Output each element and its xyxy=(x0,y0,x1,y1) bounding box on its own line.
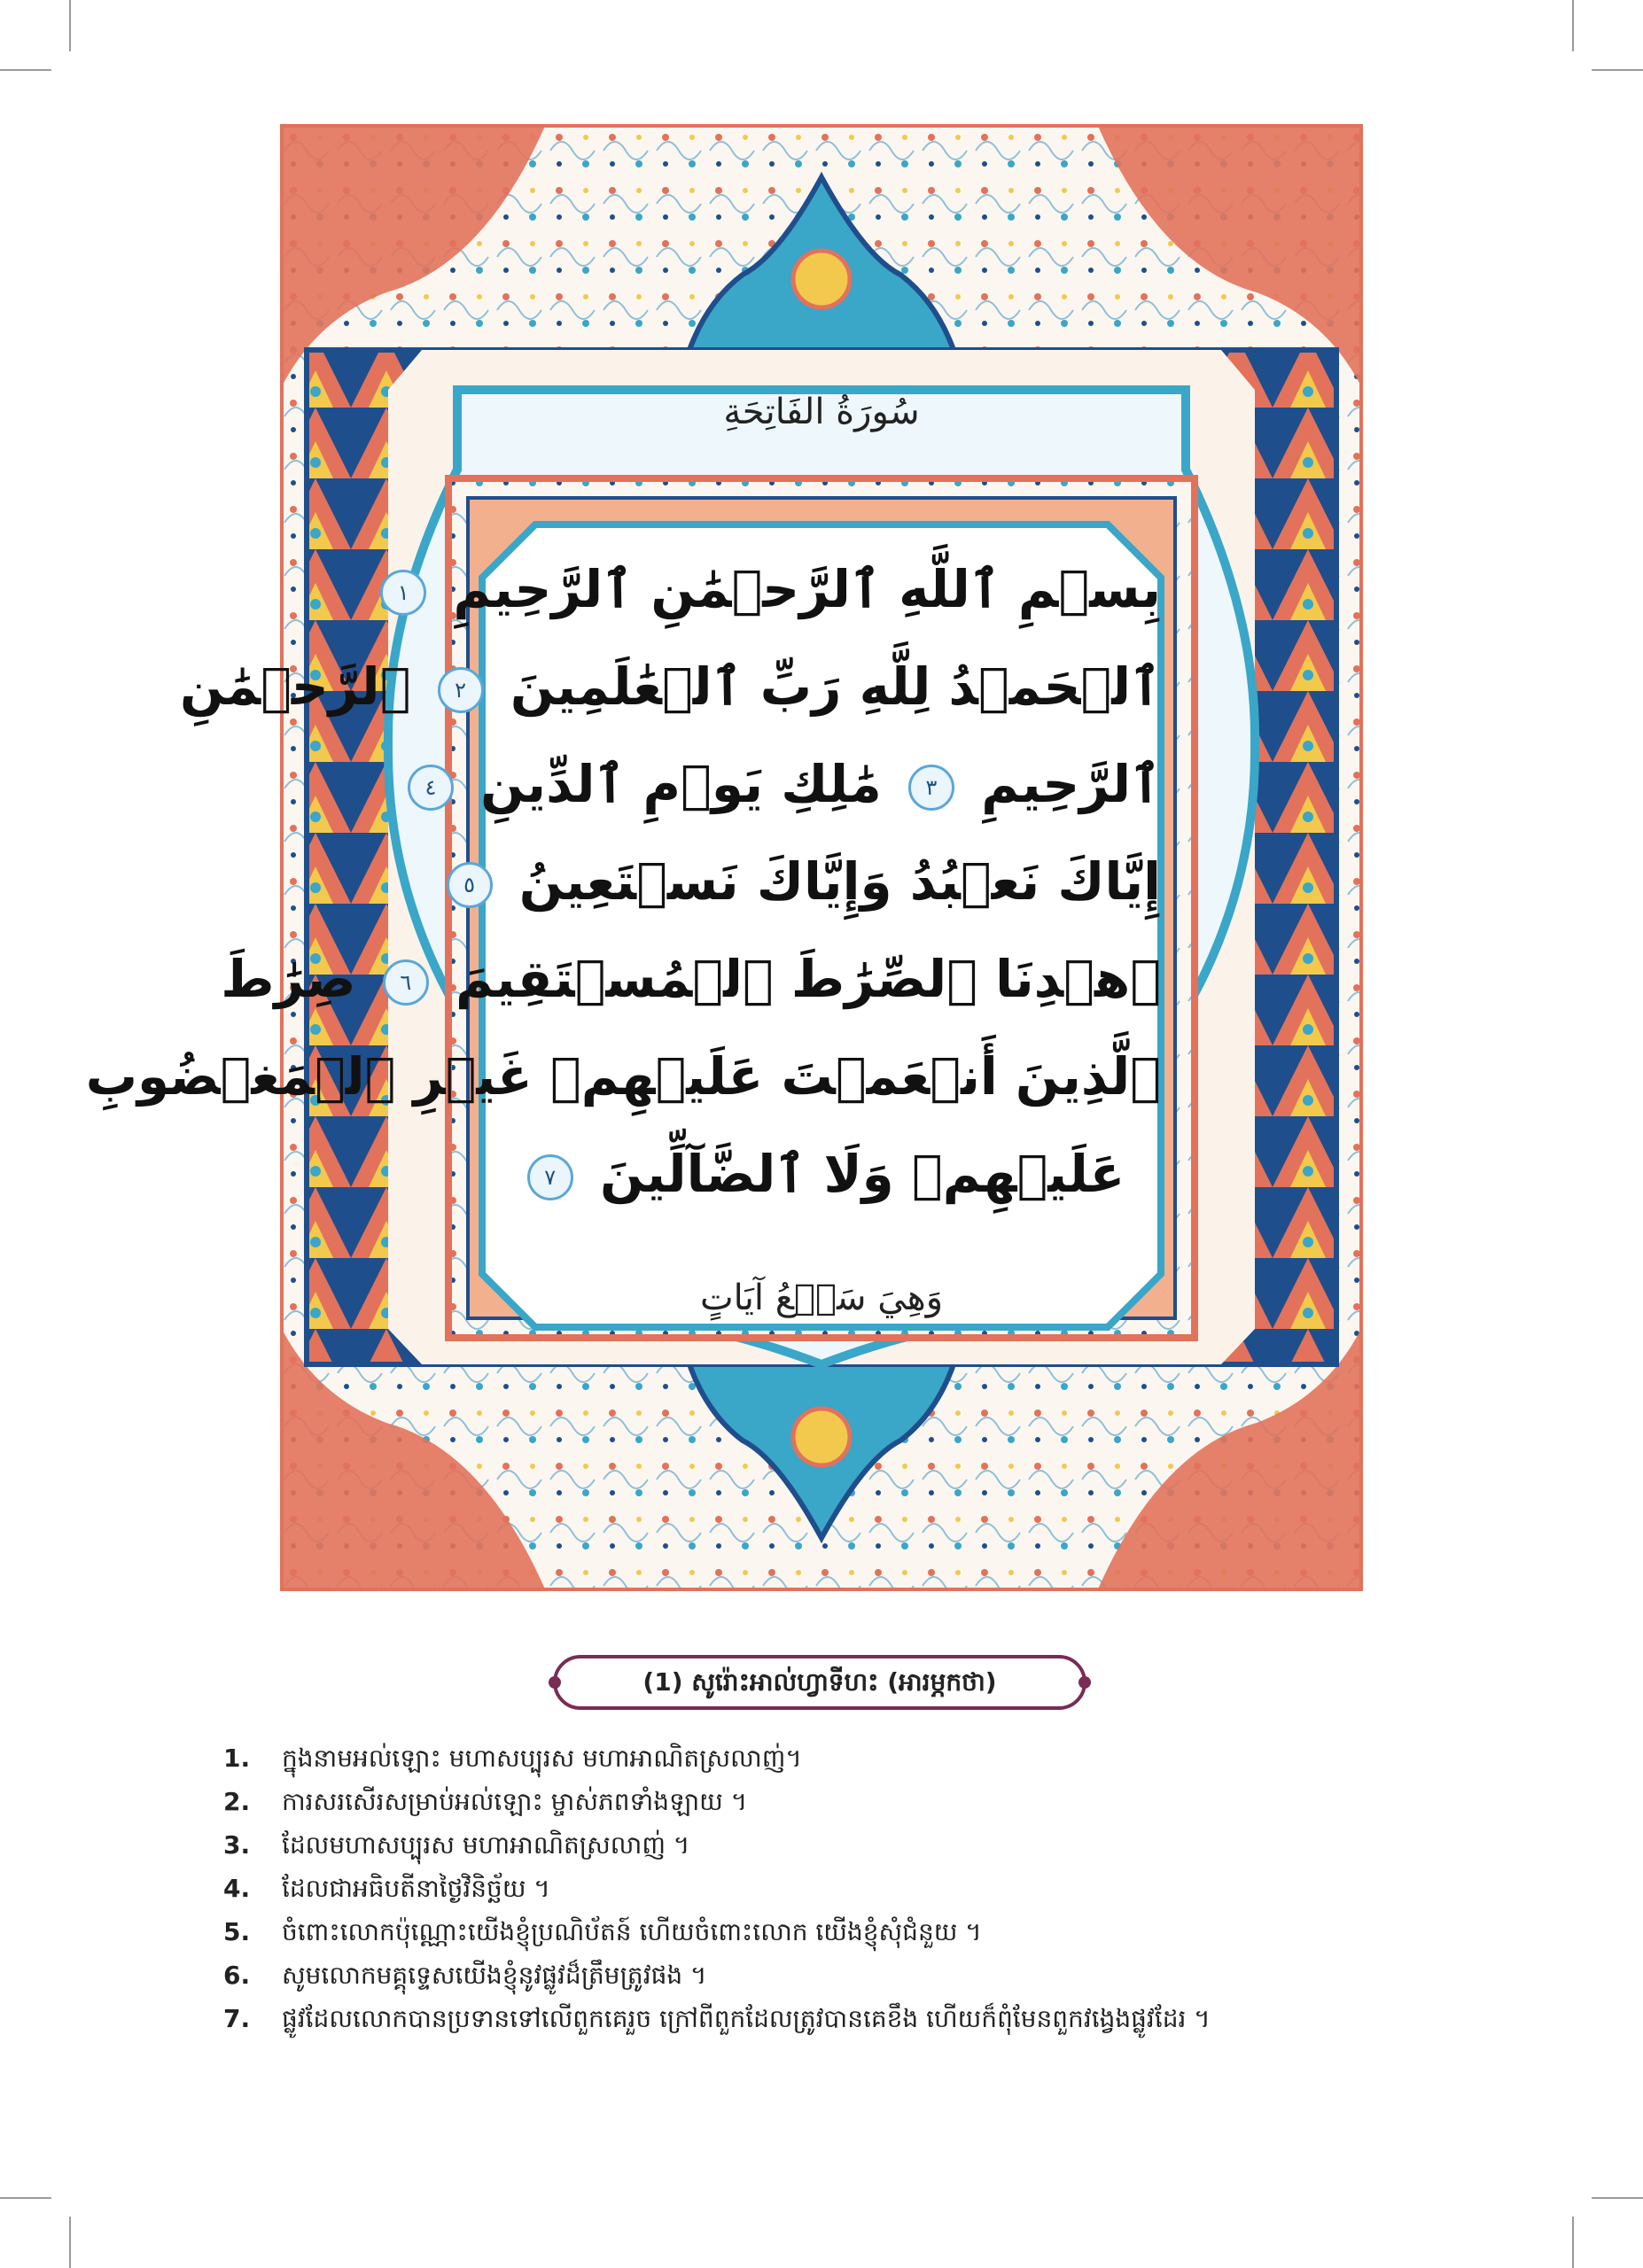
crop-mark xyxy=(1572,2217,1574,2268)
item-text: ផ្លូវដែលលោកបានប្រទានទៅលើពួកគេរួច ក្រៅពីពួកដែលត្រូវបានគេខឹង ហើយក៏ពុំមែនពួកវង្វេងផ្លូវដែរ ។ xyxy=(282,2004,1211,2033)
verse-number-badge: ٥ xyxy=(447,862,493,908)
list-item xyxy=(223,1780,1446,1823)
item-text: ក្នុងនាមអល់ឡោះ មហាសប្បុរស មហាអាណិតស្រលាញ់។ xyxy=(282,1744,802,1773)
item-number: 3. xyxy=(223,1830,251,1860)
verse-text: ٱهۡدِنَا ٱلصِّرَٰطَ ٱلۡمُسۡتَقِيمَ xyxy=(456,949,1161,1009)
item-number: 1. xyxy=(223,1744,251,1773)
verse-number-badge: ٢ xyxy=(438,667,484,713)
crop-mark xyxy=(69,2217,71,2268)
verse-number-badge: ٣ xyxy=(908,765,954,811)
verse-text: بِسۡمِ ٱللَّهِ ٱلرَّحۡمَٰنِ ٱلرَّحِيمِ xyxy=(453,559,1161,619)
verse-line xyxy=(397,540,1161,638)
item-number: 7. xyxy=(223,2004,251,2033)
item-text: ចំពោះលោកប៉ុណ្ណោះយើងខ្ញុំប្រណិប័តន៍ ហើយចំពោះលោក យើងខ្ញុំសុំជំនួយ ។ xyxy=(282,1917,982,1946)
item-number: 2. xyxy=(223,1787,251,1816)
verse-line xyxy=(482,1125,1161,1223)
item-number: 4. xyxy=(223,1874,251,1903)
crop-mark xyxy=(0,2197,51,2199)
list-item xyxy=(223,1953,1446,1997)
verse-text: عَلَيۡهِمۡ وَلَا ٱلضَّآلِّينَ xyxy=(599,1144,1125,1204)
list-item xyxy=(223,1910,1446,1953)
crop-mark xyxy=(1572,0,1574,51)
item-text: សូមលោកមគ្គុទ្ទេសយើងខ្ញុំនូវផ្លូវដ៏ត្រឹមត្រូវផង ។ xyxy=(282,1961,707,1990)
verse-number-badge: ٦ xyxy=(383,959,429,1006)
verse-count-title: وَهِيَ سَبۡعُ آيَاتٍ xyxy=(699,1278,944,1318)
translation-heading: (1) សូរ៉ោះអាល់ហ្វាទីហះ (អារម្ភកថា) xyxy=(553,1655,1086,1710)
list-item xyxy=(223,1736,1446,1780)
verse-line xyxy=(463,833,1161,930)
crop-mark xyxy=(1592,69,1643,71)
list-item xyxy=(223,1997,1446,2040)
item-text: ដែលជាអធិបតីនាថ្ងៃវិនិច្ឆ័យ ។ xyxy=(282,1874,550,1903)
verse-text: إِيَّاكَ نَعۡبُدُ وَإِيَّاكَ نَسۡتَعِينُ xyxy=(518,851,1161,912)
crop-mark xyxy=(0,69,51,71)
item-number: 6. xyxy=(223,1961,251,1990)
verse-number-badge: ٧ xyxy=(527,1154,573,1200)
ornamental-frame xyxy=(85,124,1363,1591)
quran-verses xyxy=(85,540,1161,1309)
list-item xyxy=(223,1867,1446,1910)
crop-mark xyxy=(1592,2197,1643,2199)
verse-text: ٱلرَّحِيمِ xyxy=(981,754,1161,814)
verse-line xyxy=(85,1028,1161,1125)
surah-title: سُورَةُ الفَاتِحَةِ xyxy=(723,392,920,432)
verse-line xyxy=(180,638,1161,735)
item-text: ដែលមហាសប្បុរស មហាអាណិតស្រលាញ់ ។ xyxy=(282,1830,690,1860)
translation-list xyxy=(223,1736,1446,2040)
item-text: ការសរសើរសម្រាប់អល់ឡោះ ម្ចាស់ភពទាំងឡាយ ។ xyxy=(282,1787,748,1816)
verse-text: ٱلَّذِينَ أَنۡعَمۡتَ عَلَيۡهِمۡ غَيۡرِ ٱلۡمَغۡضُوبِ xyxy=(85,1046,1161,1107)
verse-number-badge: ٤ xyxy=(408,765,454,811)
verse-text: صِرَٰطَ xyxy=(221,949,356,1009)
crop-mark xyxy=(69,0,71,51)
list-item xyxy=(223,1823,1446,1867)
verse-line xyxy=(221,930,1161,1028)
verse-number-badge: ١ xyxy=(380,570,426,616)
item-number: 5. xyxy=(223,1917,251,1946)
verse-text: ٱلرَّحۡمَٰنِ xyxy=(180,656,411,717)
verse-line xyxy=(424,735,1161,833)
verse-text: مَٰلِكِ يَوۡمِ ٱلدِّينِ xyxy=(480,754,882,814)
verse-text: ٱلۡحَمۡدُ لِلَّهِ رَبِّ ٱلۡعَٰلَمِينَ xyxy=(510,656,1161,717)
